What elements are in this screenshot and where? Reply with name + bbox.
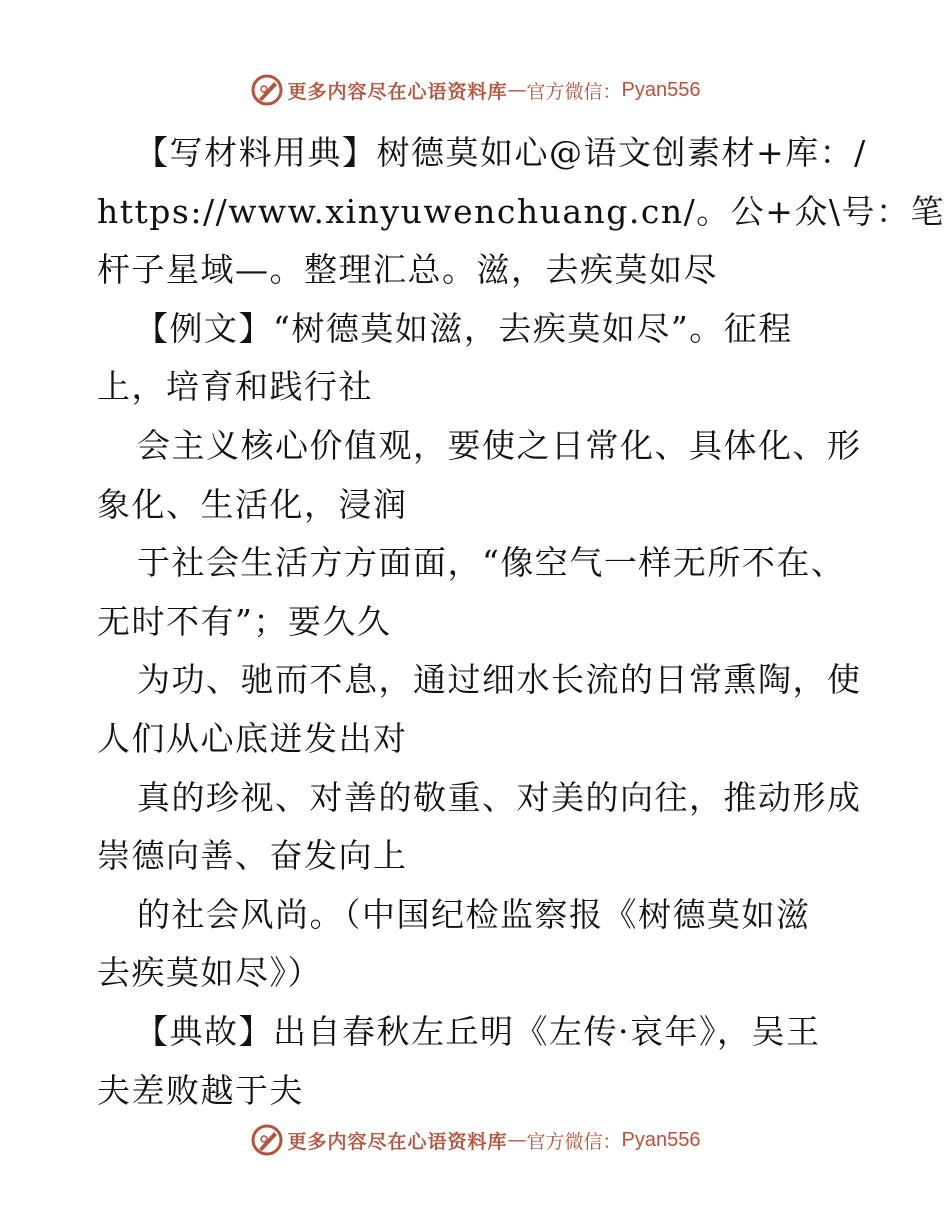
document-body [97, 124, 946, 1120]
text-line: 杆子星域—。整理汇总。滋，去疾莫如尽 [97, 250, 718, 290]
header-watermark-banner [0, 72, 950, 108]
text-line: 会主义核心价值观，要使之日常化、具体化、形 [137, 425, 862, 465]
banner-wechat-label: 官方微信： [526, 80, 622, 103]
text-line: 【典故】出自春秋左丘明《左传·哀年》，吴王 [135, 1011, 821, 1051]
text-line: 为功、驰而不息，通过细水长流的日常熏陶，使 [137, 660, 862, 700]
banner-main-text: 更多内容尽在心语资料库 [287, 80, 508, 103]
text-line: 真的珍视、对善的敬重、对美的向往，推动形成 [137, 777, 862, 817]
text-line: 去疾莫如尽》） [97, 953, 322, 993]
pen-logo-icon [250, 73, 284, 107]
text-line: 【写材料用典】树德莫如心@语文创素材+库：/ [135, 133, 867, 172]
banner-wechat-id: Pyan556 [621, 78, 701, 101]
text-line: 象化、生活化，浸润 [97, 484, 408, 524]
text-line: 上，培育和践行社 [97, 367, 373, 407]
text-line: 无时不有”；要久久 [97, 601, 392, 641]
pen-logo-icon [250, 1123, 284, 1157]
text-line: 的社会风尚。（中国纪检监察报《树德莫如滋 [137, 894, 811, 934]
text-line: 【例文】“树德莫如滋，去疾莫如尽”。征程 [135, 308, 793, 348]
footer-watermark-banner [0, 1122, 950, 1158]
banner-wechat-label: 官方微信： [526, 1130, 622, 1153]
text-line: 崇德向善、奋发向上 [97, 836, 408, 876]
banner-main-text: 更多内容尽在心语资料库 [287, 1130, 508, 1153]
text-line: https://www.xinyuwenchuang.cn/。公+众\号：笔 [97, 191, 946, 231]
banner-wechat-id: Pyan556 [621, 1128, 701, 1151]
text-line: 夫差败越于夫 [97, 1070, 304, 1110]
text-line: 人们从心底迸发出对 [97, 718, 408, 758]
text-line: 于社会生活方方面面，“像空气一样无所不在、 [137, 543, 846, 583]
banner-separator: — [507, 79, 527, 101]
banner-separator: — [507, 1129, 527, 1151]
